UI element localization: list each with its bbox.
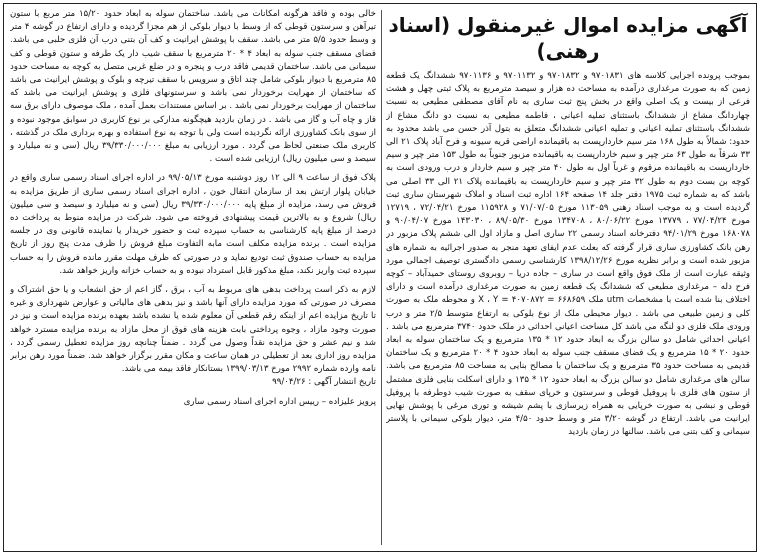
notice-frame [3, 3, 757, 552]
notice-body-left-1: خالی بوده و فاقد هرگونه امکانات می باشد. ساختمان سوله به ابعاد حدود ۱۵/۲۰ متر مربع با ستون تیرآهن و سرستون قوطی که از وسط با دیوار بلوکی از هم مجزا گردیده و دارای ارتفاع در گوشه ۴ متر و وسط حدود ۵/۵ متر می باشد. سقف با پوشش ایرانیت و کف آن بتنی درب آن فلزی حلبی می باشد. فضای مسقف جنب سوله به ابعاد ۴ * ۲۰ مترمربع با سقف شیب دار یک طرفه و ستون قوطی و کف سیمانی می باشد. ساختمان قدیمی فاقد درب و پنجره و در ضلع غربی متصل به کوچه به مساحت حدود ۸۵ مترمربع با دیوار بلوکی شامل چند اتاق و سرویس با سقف تیرچه و بلوک و پوشش ایرانیت می باشد که ساختمان از مهرایت برخوردار نمی باشد و سرستونهای فلزی و پوشش ایرانیت می باشد که ساختمان از مهرایت برخوردار نمی باشد . بر اساس مستندات بعمل آمده ، ملک موصوف دارای برق سه فاز و چاه آب و گاز می باشد . در زمان بازدید هیچگونه مدارکی بر نوع کاربری در سوابق موجود نبوده و از سوی بانک کشاورزی ارائه نگردیده است ولی با توجه به نوع استفاده و بهره برداری ملک در گذشته ، کاربری ملک صنعتی لحاظ می گردد . مورد ارزیابی به مبلغ ۳۹/۳۳۰/۰۰۰/۰۰۰ ریال (سی و نه میلیارد و سیصد و سی میلیون ریال) ارزیابی شده است . [10, 9, 376, 165]
left-column [10, 8, 376, 547]
right-column [386, 8, 750, 547]
publish-date: تاریخ انتشار آگهی : ۹۹/۰۴/۲۶ [272, 377, 376, 388]
notice-body-right: بموجب پرونده اجرایی کلاسه های ۹۷۰۱۸۳۱ و ۹۷۰۱۸۳۲ و ۹۷۰۱۱۳۲ و ۹۷۰۱۱۳۶ ششدانگ یک قطعه زمین که به صورت مرغداری درآمده به مساحت ده هزار و سیصد مترمربع به پلاک ثبتی چهل و هشت فرعی از بیست و یک اصلی واقع در بخش پنج ثبت ساری به نام آقای مصطفی مطیعی به نسبت چهاردانگ مشاع از ششدانگ باستثنای تملیه اعیانی ، فاطمه مطیعی به نسبت دو دانگ مشاع از ششدانگ باستثنای تملیه اعیانی و تملیه اعیانی ششدانگ متعلق به بتول آذر حسن می باشد محدود به حدود: شمالاً به طول ۱۶۸ متر سیم خاردارپست به باقیمانده اراضی قریه سیونه و فرح آباد پلاک ۲۱ الی ۳۳ شرقاً به طول ۶۳ متر چپر و سیم خاردارپست به باقیمانده مزبور جنوباً به طول ۱۵۳ متر چپر و سیم خاردارپست به باقیمانده مرقوم و غرباً اول به طول ۴۰ متر چپر و سیم خاردار و درب ورودی است به کوچه بن بست دوم به طول ۳۲ متر چپر و سیم خاردارپست به باقیمانده پلاک ۲۱ الی ۳۳ اصلی می باشد که به شماره ثبت ۱۹۷۵ دفتر جلد ۱۴ صفحه ۱۶۴ اداره ثبت اسناد و املاک شهرستان ساری ثبت گردیده است و به موجب اسناد رهنی ۱۱۳۰۵۹ مورخ ۷۱/۰۷/۰۵ و ۱۱۵۹۲۸ مورخ ۷۲/۰۴/۲۱ ، ۱۲۷۱۹ مورخ ۷۷/۰۴/۲۴ ، ۱۳۷۷۹ مورخ ۸۰/۰۶/۲۲ ، ۱۳۴۷۰۸ مورخ ۸۹/۰۵/۳۰ ، ۱۴۳۰۳۰ مورخ ۹۰/۰۴/۰۷ و ۱۶۸۰۷۸ مورخ ۹۴/۰۱/۲۹ دفترخانه اسناد رسمی ۲۲ ساری اصل و مازاد اول الی ششم پلاک مزبور در رهن بانک کشاورزی ساری قرار گرفته که بعلت عدم ایفای تعهد منجر به صدور اجرائیه به شماره های مزبور شده است و برابر نظریه مورخ ۱۳۹۸/۱۲/۲۶ کارشناسی رسمی دادگستری توصیف اجمالی مورد وثیقه عبارت است از ملک فوق واقع است در ساری – جاده دریا – روبروی روستای حمیدآباد – کوچه فرح دله – مرغداری مطیعی که ششدانگ یک قطعه زمین به صورت مرغداری درآمده است و دارای اختلاف بنا شده است با مشخصات utm ملک ۶۶۸۶۵۹ = X ، Y = ۴۰۷۰۸۷۲ و محوطه ملک به صورت کلی و زمین طبیعی می باشد . دیوار محیطی ملک از نوع بلوکی به ارتفاع متوسط ۲/۵ متر و درب ورودی ملک فلزی دو لنگه می باشد کل مساحت اعیانی احداثی در ملک حدود ۳۷۴۰ مترمربع می باشد . اعیانی احداثی شامل دو سالن بزرگ به ابعاد حدود ۱۲ * ۱۳۵ مترمربع و یک ساختمان سوله به ابعاد حدود ۲۰ * ۱۵ مترمربع و یک فضای مسقف جنب سوله به ابعاد حدود ۴ * ۲۰ مترمربع و یک ساختمان قدیمی به مساحت حدود ۳۵ مترمربع و یک ساختمان با مصالح بنایی به مساحت ۸۵ مترمربع می باشد. سالن های مرغداری شامل دو سالن بزرگ به ابعاد حدود ۱۲ * ۱۳۵ و دارای اسکلت بنایی فلزی مشتمل از ستون های فلزی با پروفیل قوطی و سرستون و خرپای سقف به صورت شیب دوطرفه با پروفیل قوطی و نبشی به صورت خرپایی به همراه زیرسازی با پشم شیشه و توری مرغی با پوشش نهایی ایرانیت می باشد. ارتفاع در گوشه ۳/۲۰ متر و وسط حدود ۴/۵۰ متر، دیوار بلوکی سیمانی با پلاستر سیمانی و کف بتنی می باشد. سالنها در زمان بازدید [386, 71, 750, 438]
notice-body-left-2: پلاک فوق از ساعت ۹ الی ۱۲ روز دوشنبه مورخ ۹۹/۰۵/۱۳ در اداره اجرای اسناد رسمی ساری واقع در خیابان پلوار ارتش بعد از سازمان انتقال خون ، اداره اجرای اسناد رسمی ساری از طریق مزایده به فروش می رسد، مزایده از مبلغ پایه ۳۹/۳۳۰/۰۰۰/۰۰۰ ریال (سی و نه میلیارد و سیصد و سی میلیون ریال) شروع و به بالاترین قیمت پیشنهادی فروخته می شود. شرکت در مزایده منوط به پرداخت ده درصد از مبلغ پایه کارشناسی به حساب سپرده ثبت و حضور خریدار یا نماینده قانونی وی در جلسه مزایده است . برنده مزایده مکلف است مابه التفاوت مبلغ فروش را ظرف مدت پنج روز از تاریخ مزایده به حساب صندوق ثبت تودیع نماید و در صورتی که ظرف مهلت مقرر مانده فروش را به حساب سپرده ثبت واریز نکند، مبلغ مذکور قابل استرداد نبوده و به حساب خزانه واریز خواهد شد. [10, 173, 376, 276]
notice-body-left-3: لازم به ذکر است پرداخت بدهی های مربوط به آب ، برق ، گاز اعم از حق انشعاب و یا حق اشتراک و مصرف در صورتی که مورد مزایده دارای آنها باشد و نیز بدهی های مالیاتی و عوارض شهرداری و غیره تا تاریخ مزایده اعم از اینکه رقم قطعی آن معلوم شده یا نشده باشد بعهده برنده مزایده است و نیز در صورت وجود مازاد ، وجوه پرداختی بابت هزینه های فوق از محل مازاد به برنده مزایده مسترد خواهد شد و نیم عشر و حق مزایده نقداً وصول می گردد . ضمناً چنانچه روز مزایده تعطیل رسمی گردد ، مزایده روز اداری بعد از تعطیلی در همان ساعت و مکان مقرر برگزار خواهد شد. ضمناً مورد رهن برابر نامه وارده شماره ۲۹۹۲ مورخ ۱۳۹۹/۰۳/۱۳ بستانکار فاقد بیمه می باشد. [10, 285, 376, 375]
signature-line: پرویز علیزاده – رییس اداره اجرای اسناد رسمی ساری [183, 396, 376, 407]
notice-title: آگهی مزایده اموال غیرمنقول (اسناد رهنی) [388, 13, 748, 63]
column-divider [381, 10, 382, 545]
